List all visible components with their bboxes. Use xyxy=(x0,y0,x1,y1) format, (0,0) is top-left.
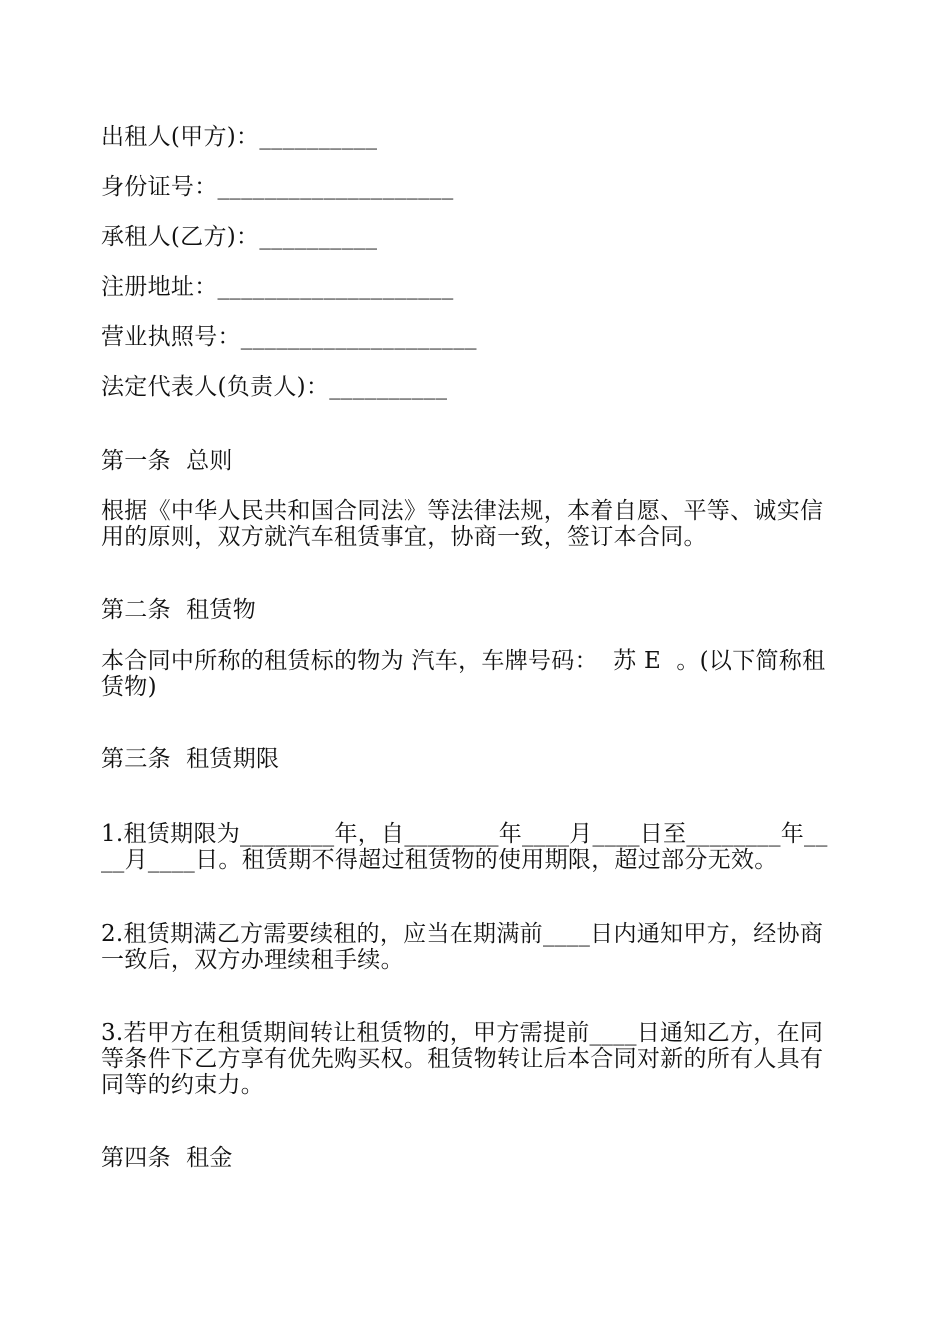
article2-line: 赁物) xyxy=(101,674,157,700)
article3-item3 xyxy=(101,1020,861,1098)
article3-item2-line: 一致后，双方办理续租手续。 xyxy=(101,947,404,973)
article3-item1 xyxy=(101,821,861,873)
business-license-field: 营业执照号：____________________ xyxy=(101,324,477,350)
lessor-field: 出租人(甲方)：__________ xyxy=(101,124,378,150)
article1-body xyxy=(101,498,861,550)
article2-heading: 第二条 租赁物 xyxy=(101,597,257,623)
article3-item1-line: __月____日。租赁期不得超过租赁物的使用期限，超过部分无效。 xyxy=(101,847,778,873)
article2-body xyxy=(101,648,861,700)
article1-heading: 第一条 总则 xyxy=(101,448,233,474)
article3-item2 xyxy=(101,921,861,973)
lessee-field: 承租人(乙方)：__________ xyxy=(101,224,378,250)
article1-line: 用的原则，双方就汽车租赁事宜，协商一致，签订本合同。 xyxy=(101,524,707,550)
legal-representative-field: 法定代表人(负责人)：__________ xyxy=(101,374,448,400)
article3-item3-line: 3.若甲方在租赁期间转让租赁物的，甲方需提前____日通知乙方，在同 xyxy=(101,1020,824,1046)
id-number-field: 身份证号：____________________ xyxy=(101,174,454,200)
article1-line: 根据《中华人民共和国合同法》等法律法规，本着自愿、平等、诚实信 xyxy=(101,498,824,524)
article4-heading: 第四条 租金 xyxy=(101,1145,233,1171)
article3-heading: 第三条 租赁期限 xyxy=(101,746,280,772)
article3-item2-line: 2.租赁期满乙方需要续租的，应当在期满前____日内通知甲方，经协商 xyxy=(101,921,824,947)
article2-line: 本合同中所称的租赁标的物为 汽车，车牌号码： 苏 E 。(以下简称租 xyxy=(101,648,826,674)
registered-address-field: 注册地址：____________________ xyxy=(101,274,454,300)
article3-item3-line: 同等的约束力。 xyxy=(101,1072,265,1098)
article3-item1-line: 1.租赁期限为________年，自________年____月____日至________年__ xyxy=(101,821,828,847)
article3-item3-line: 等条件下乙方享有优先购买权。租赁物转让后本合同对新的所有人具有 xyxy=(101,1046,824,1072)
